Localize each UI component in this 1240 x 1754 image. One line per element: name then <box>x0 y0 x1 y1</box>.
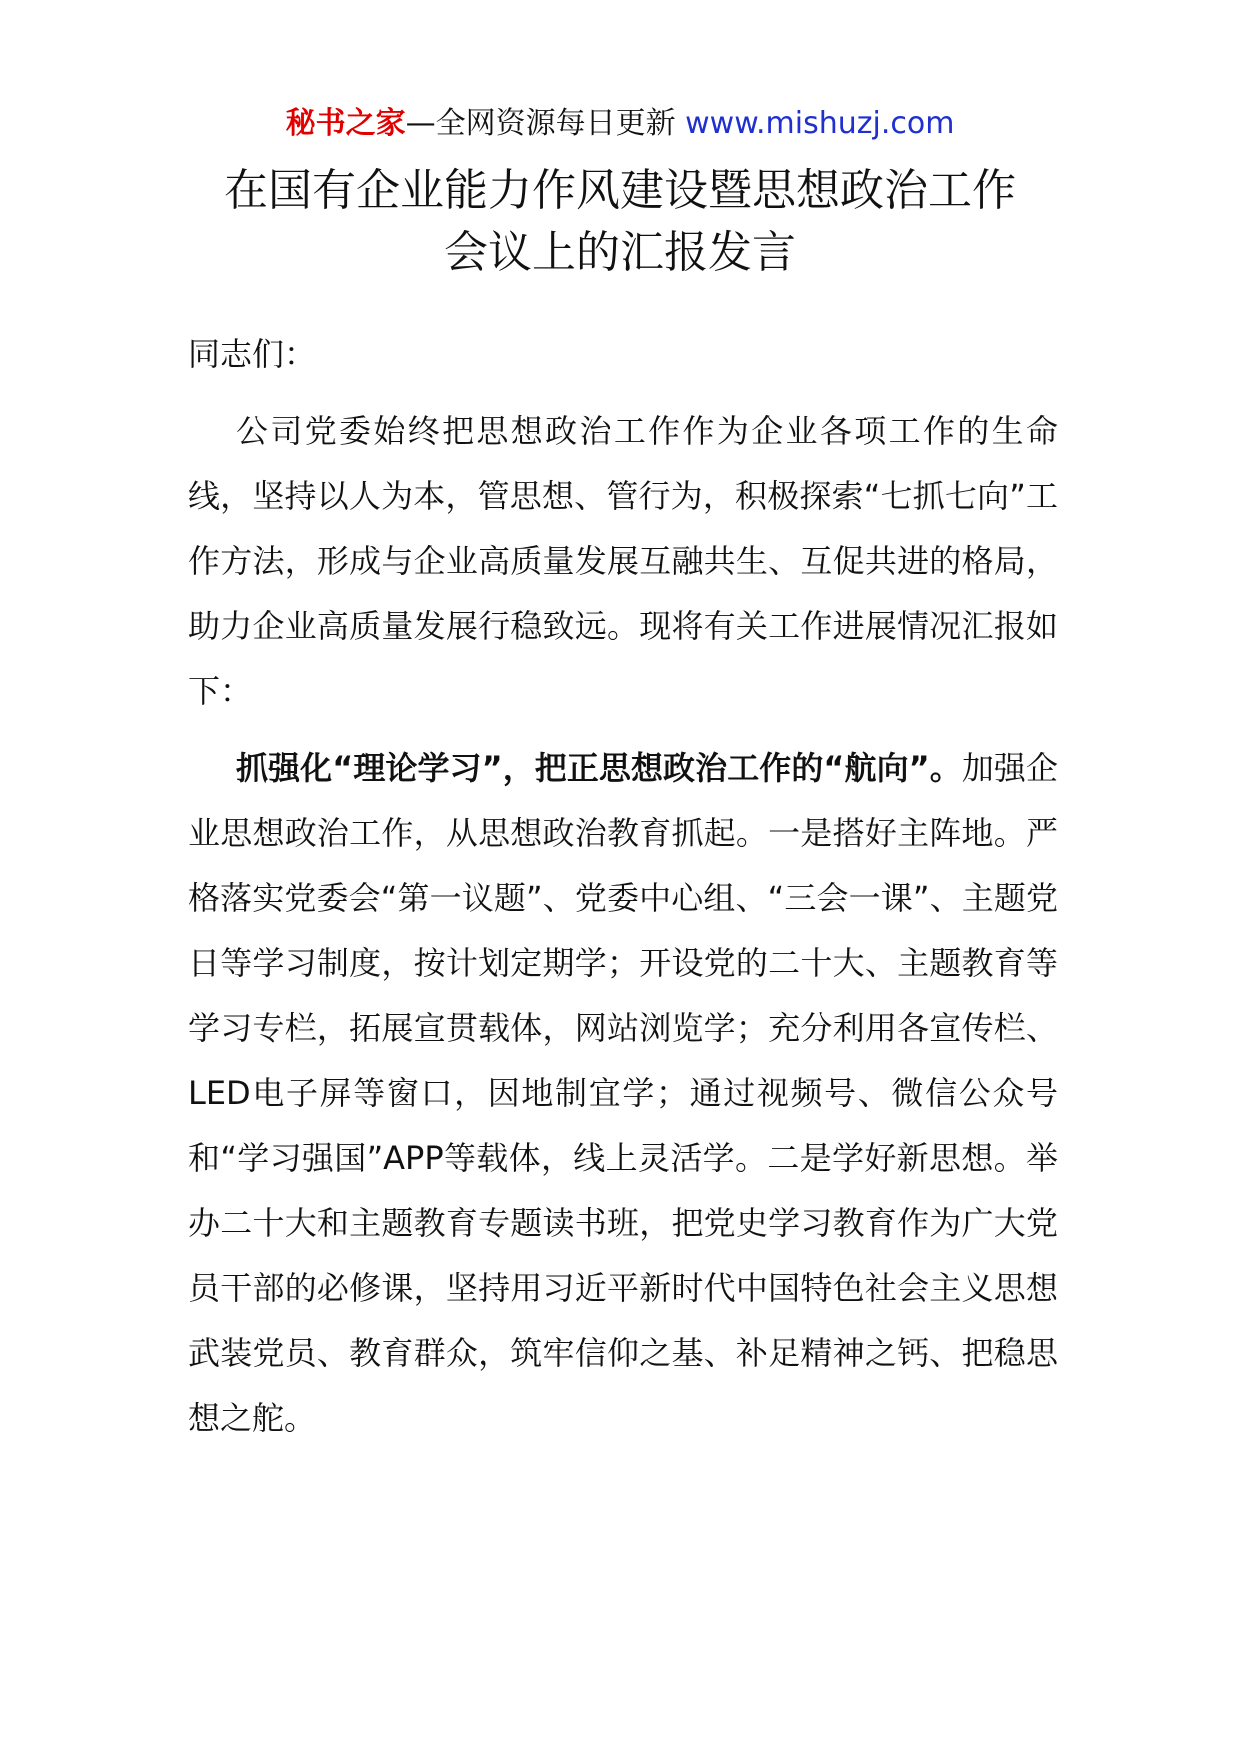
title-line-2: 会议上的汇报发言 <box>444 227 796 278</box>
site-url-link[interactable]: www.mishuzj.com <box>685 106 955 141</box>
section-1-paragraph <box>188 736 1058 1451</box>
document-body <box>188 322 1058 1451</box>
salutation: 同志们： <box>188 335 317 373</box>
site-name: 秘书之家 <box>285 106 406 141</box>
section-1-heading: 抓强化“理论学习”，把正思想政治工作的“航向”。 <box>236 749 962 787</box>
section-1-body: 加强企业思想政治工作，从思想政治教育抓起。一是搭好主阵地。严格落实党委会“第一议题”、党委中心组、“三会一课”、主题党日等学习制度，按计划定期学；开设党的二十大、主题教育等学习专栏，拓展宣贯载体，网站浏览学；充分利用各宣传栏、LED电子屏等窗口，因地制宜学；通过视频号、微信公众号和“学习强国”APP等载体，线上灵活学。二是学好新思想。举办二十大和主题教育专题读书班，把党史学习教育作为广大党员干部的必修课，坚持用习近平新时代中国特色社会主义思想武装党员、教育群众，筑牢信仰之基、补足精神之钙、把稳思想之舵。 <box>188 749 1058 1437</box>
title-line-1: 在国有企业能力作风建设暨思想政治工作 <box>224 165 1016 216</box>
document-title <box>120 160 1120 284</box>
site-tagline: —全网资源每日更新 <box>405 106 676 141</box>
intro-paragraph: 公司党委始终把思想政治工作作为企业各项工作的生命线，坚持以人为本，管思想、管行为，积极探索“七抓七向”工作方法，形成与企业高质量发展互融共生、互促共进的格局，助力企业高质量发展行稳致远。现将有关工作进展情况汇报如下： <box>188 412 1058 710</box>
site-header <box>0 100 1240 148</box>
